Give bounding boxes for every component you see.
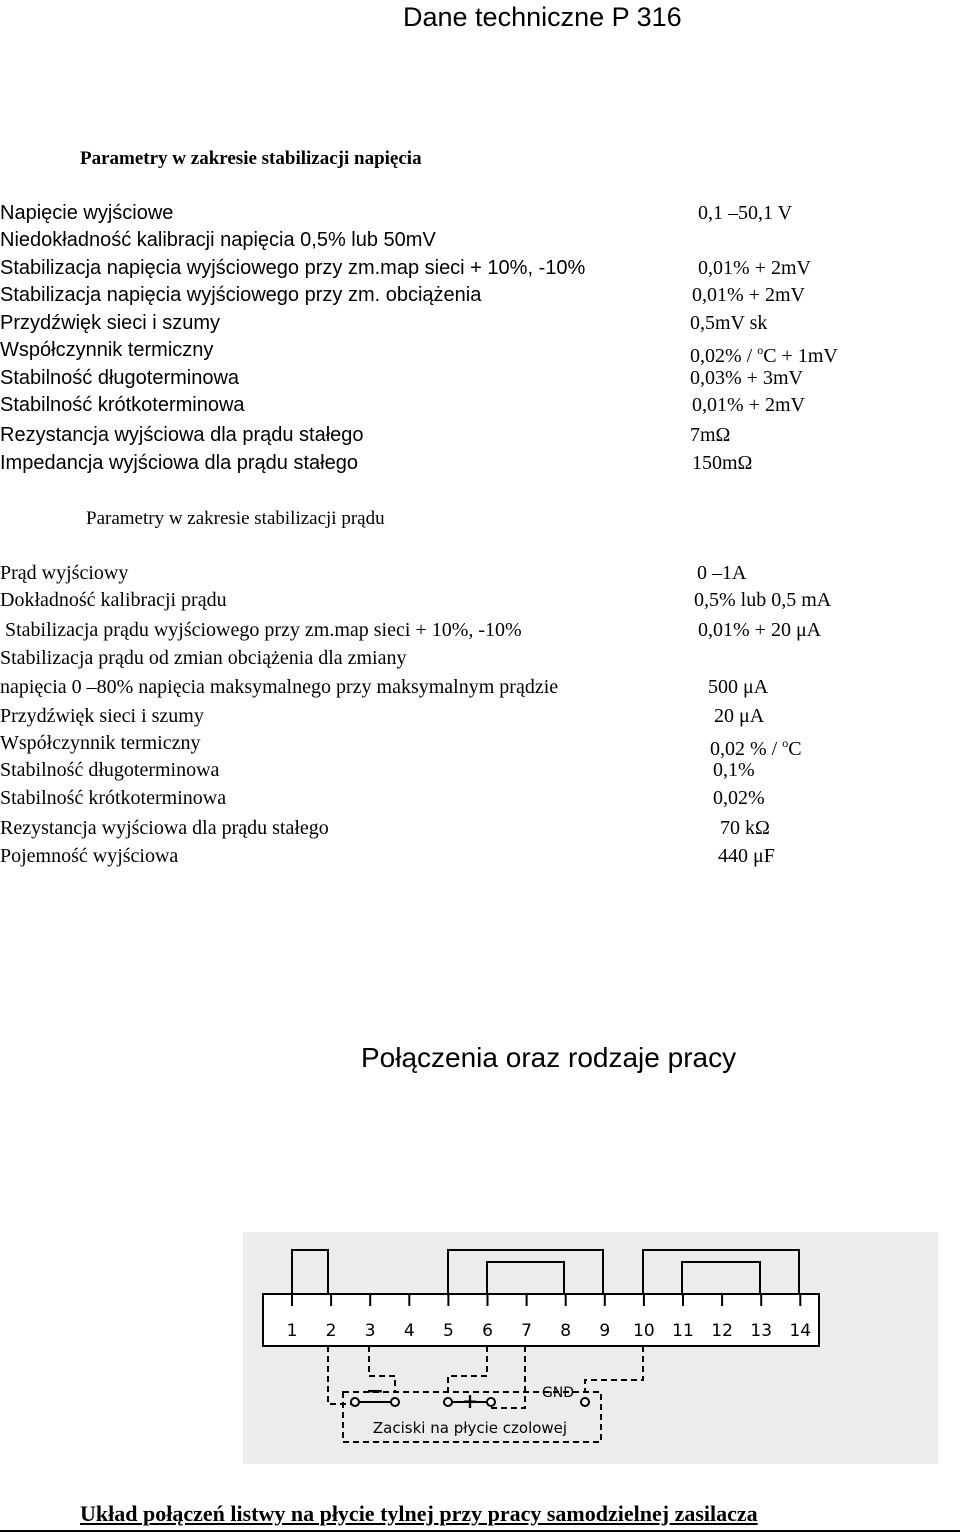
- param-value: 0,01% + 20 μA: [698, 619, 822, 641]
- param-label: Stabilność długoterminowa: [0, 367, 240, 389]
- param-row: [0, 310, 960, 338]
- param-label: Rezystancja wyjściowa dla prądu stałego: [0, 424, 364, 446]
- param-value: 0,02%: [713, 787, 765, 809]
- param-label: Niedokładność kalibracji napięcia 0,5% lub 50mV: [0, 229, 436, 251]
- terminal-number: 1: [286, 1321, 298, 1341]
- minus-terminal-a: [351, 1398, 359, 1406]
- param-value: 7mΩ: [690, 424, 731, 446]
- param-value: 0,03% + 3mV: [690, 367, 803, 389]
- param-row: [0, 785, 960, 813]
- param-row: [0, 200, 960, 228]
- param-value: 0,02 % / $^o$C: [710, 736, 802, 760]
- minus-sign: −: [365, 1379, 385, 1404]
- param-label: napięcia 0 –80% napięcia maksymalnego przy maksymalnym prądzie: [0, 676, 559, 698]
- param-label: Impedancja wyjściowa dla prądu stałego: [0, 452, 358, 474]
- param-row: [0, 560, 960, 588]
- param-row: [0, 730, 960, 758]
- param-value: 0,01% + 2mV: [692, 394, 805, 416]
- param-label: Stabilność długoterminowa: [0, 759, 220, 781]
- front-panel-label: Zaciski na płycie czolowej: [372, 1419, 568, 1437]
- param-value: 150mΩ: [692, 452, 753, 474]
- param-value: 440 μF: [718, 845, 775, 867]
- param-value: 0,02% / $^o$C + 1mV: [690, 343, 838, 367]
- param-label: Rezystancja wyjściowa dla prądu stałego: [0, 817, 329, 839]
- terminal-strip: [263, 1294, 819, 1346]
- terminal-number: 11: [672, 1321, 694, 1341]
- param-row: [0, 337, 960, 365]
- param-label: Współczynnik termiczny: [0, 339, 214, 361]
- plus-terminal-a: [444, 1398, 452, 1406]
- terminal-number: 3: [364, 1321, 376, 1341]
- param-value: 0,5mV sk: [690, 312, 768, 334]
- gnd-terminal: [581, 1398, 589, 1406]
- diagram-background: [243, 1232, 938, 1464]
- param-label: Prąd wyjściowy: [0, 562, 129, 584]
- figure-caption: Układ połączeń listwy na płycie tylnej przy pracy samodzielnej zasilacza: [80, 1501, 758, 1526]
- terminal-number: 14: [789, 1321, 812, 1341]
- gnd-label: GND: [541, 1385, 575, 1401]
- param-row: [0, 617, 960, 645]
- param-value: 0 –1A: [697, 562, 747, 584]
- param-row: [0, 587, 960, 615]
- param-row: [0, 392, 960, 420]
- param-value: 0,01% + 2mV: [698, 257, 811, 279]
- terminal-number: 8: [560, 1321, 572, 1341]
- connections-heading: Połączenia oraz rodzaje pracy: [361, 1042, 737, 1073]
- param-label: Dokładność kalibracji prądu: [0, 589, 227, 611]
- page-title: Dane techniczne P 316: [403, 2, 682, 32]
- param-row: [0, 703, 960, 731]
- param-value: 0,01% + 2mV: [692, 284, 805, 306]
- param-row: [0, 450, 960, 478]
- plus-terminal-b: [487, 1398, 495, 1406]
- terminal-number: 5: [442, 1321, 454, 1341]
- param-label: Stabilizacja prądu od zmian obciążenia dla zmiany: [0, 647, 407, 669]
- param-row: [0, 227, 960, 255]
- param-label: Stabilność krótkoterminowa: [0, 394, 245, 416]
- param-value: 0,1%: [713, 759, 755, 781]
- param-row: [0, 365, 960, 393]
- param-value: 20 μA: [714, 705, 765, 727]
- param-row: [0, 255, 960, 283]
- terminal-number: 2: [325, 1321, 337, 1341]
- param-value: 0,1 –50,1 V: [698, 202, 793, 224]
- voltage-section-heading: Parametry w zakresie stabilizacji napięcia: [80, 148, 422, 169]
- terminal-number: 12: [711, 1321, 733, 1341]
- param-value: 500 μA: [708, 676, 769, 698]
- param-row: [0, 422, 960, 450]
- param-label: Przydźwięk sieci i szumy: [0, 312, 221, 334]
- param-row: [0, 757, 960, 785]
- footer-rule: [0, 1530, 960, 1532]
- param-label: Pojemność wyjściowa: [0, 845, 179, 867]
- terminal-number: 7: [521, 1321, 533, 1341]
- param-label: Stabilność krótkoterminowa: [0, 787, 227, 809]
- param-label: Napięcie wyjściowe: [0, 202, 174, 224]
- param-label: Przydźwięk sieci i szumy: [0, 705, 204, 727]
- terminal-number: 9: [599, 1321, 611, 1341]
- param-row: [0, 674, 960, 702]
- param-row: [0, 815, 960, 843]
- param-row: [0, 282, 960, 310]
- param-value: 0,5% lub 0,5 mA: [694, 589, 832, 611]
- param-label: Współczynnik termiczny: [0, 732, 201, 754]
- param-label: Stabilizacja prądu wyjściowego przy zm.map sieci + 10%, -10%: [0, 619, 522, 641]
- param-row: [0, 843, 960, 871]
- param-label: Stabilizacja napięcia wyjściowego przy zm.map sieci + 10%, -10%: [0, 257, 586, 279]
- param-row: [0, 645, 960, 673]
- minus-terminal-b: [391, 1398, 399, 1406]
- param-label: Stabilizacja napięcia wyjściowego przy zm. obciążenia: [0, 284, 482, 306]
- param-value: 70 kΩ: [720, 817, 770, 839]
- terminal-number: 4: [403, 1321, 415, 1341]
- terminal-number: 6: [482, 1321, 493, 1341]
- terminal-number: 10: [633, 1321, 655, 1341]
- terminal-wiring-diagram: [243, 1232, 938, 1464]
- terminal-number: 13: [750, 1321, 773, 1341]
- plus-sign: +: [461, 1389, 479, 1413]
- current-section-heading: Parametry w zakresie stabilizacji prądu: [86, 508, 385, 529]
